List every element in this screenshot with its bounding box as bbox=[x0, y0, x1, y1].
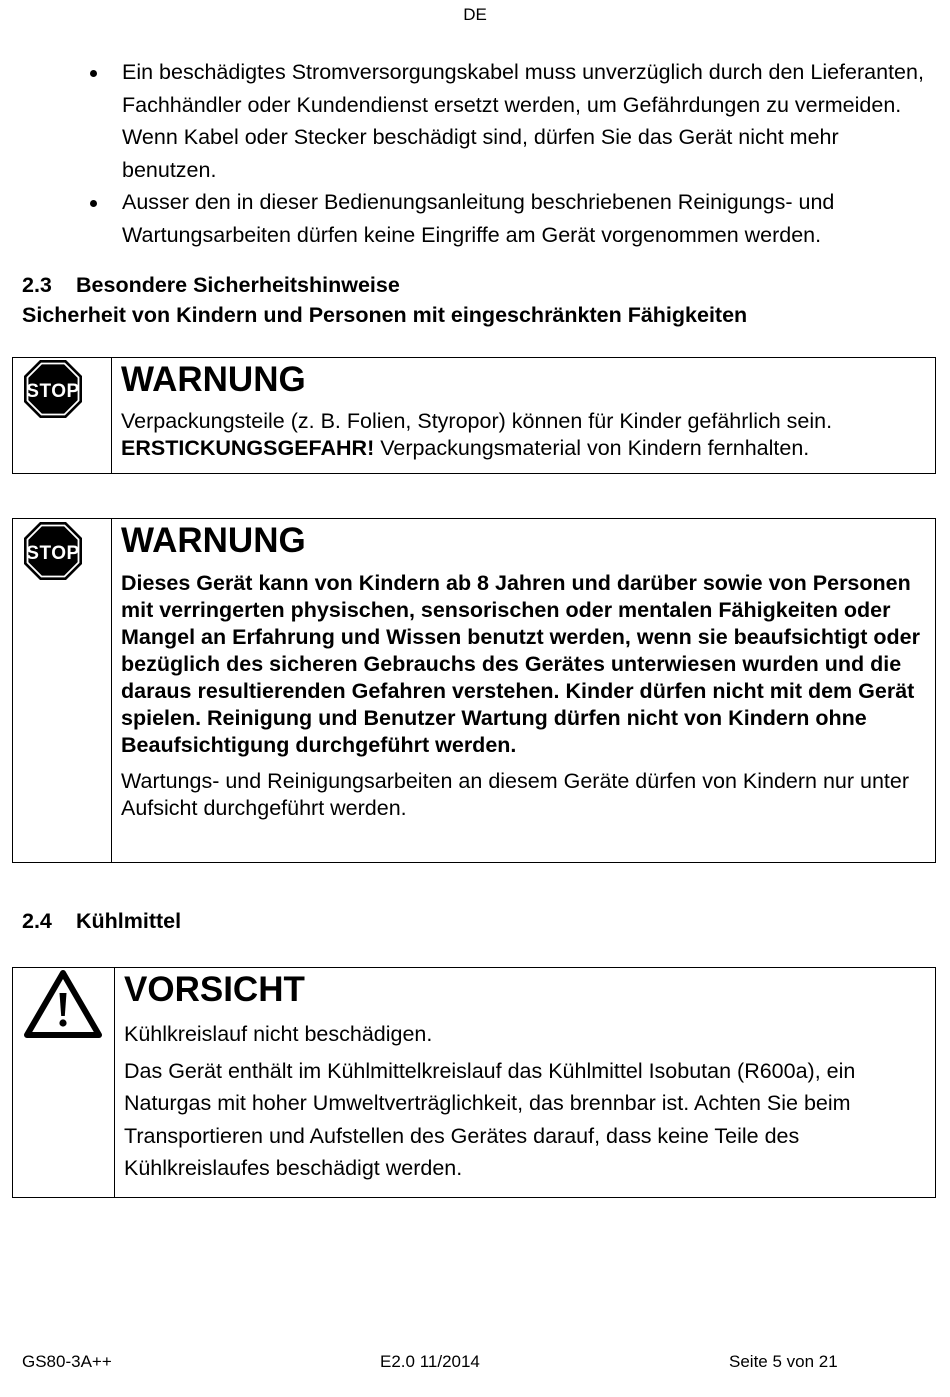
caution-paragraph: Das Gerät enthält im Kühlmittelkreislauf das Kühlmittel Isobutan (R600a), ein Naturgas mit hoher Umweltverträglichkeit, das brennbar ist. Achten Sie beim Transportieren und Aufstellen des Gerätes darauf, dass keine Teile des Kühlkreislaufes beschädigt werden. bbox=[124, 1058, 856, 1180]
list-item bbox=[90, 56, 930, 186]
bullet-text: Ein beschädigtes Stromversorgungskabel muss unverzüglich durch den Lieferanten, Fachhändler oder Kundendienst ersetzt werden, um Gefährdungen zu vermeiden. Wenn Kabel oder Stecker beschädigt sind, dürfen Sie das Gerät nicht mehr benutzen. bbox=[122, 60, 924, 182]
footer-version: E2.0 11/2014 bbox=[380, 1352, 480, 1371]
warning-text-2 bbox=[121, 435, 927, 462]
warning-box-packaging bbox=[12, 357, 936, 474]
page-language: DE bbox=[463, 5, 487, 24]
bullet-dot-icon bbox=[90, 200, 97, 207]
section-heading-2-3 bbox=[22, 273, 400, 298]
caution-box-refrigerant bbox=[12, 967, 936, 1198]
list-item bbox=[90, 186, 930, 251]
section-subtitle: Sicherheit von Kindern und Personen mit eingeschränkten Fähigkeiten bbox=[22, 303, 748, 327]
section-number: 2.4 bbox=[22, 909, 52, 933]
warning-box-children bbox=[12, 518, 936, 863]
caution-text: Kühlkreislauf nicht beschädigen. bbox=[124, 1022, 433, 1046]
bullet-text: Ausser den in dieser Bedienungsanleitung beschriebenen Reinigungs- und Wartungsarbeiten dürfen keine Eingriffe am Gerät vorgenommen werden. bbox=[122, 190, 835, 247]
stop-sign-icon bbox=[22, 358, 84, 425]
bullet-dot-icon bbox=[90, 70, 97, 77]
hazard-text: Verpackungsmaterial von Kindern fernhalten. bbox=[374, 436, 810, 460]
stop-sign-icon bbox=[22, 520, 84, 587]
warning-title: WARNUNG bbox=[121, 521, 306, 560]
footer-model: GS80-3A++ bbox=[22, 1352, 112, 1371]
hazard-label: ERSTICKUNGSGEFAHR! bbox=[121, 436, 375, 460]
caution-title: VORSICHT bbox=[124, 970, 305, 1009]
stop-sign-label: STOP bbox=[26, 381, 80, 402]
footer-page-number: Seite 5 von 21 bbox=[729, 1352, 838, 1371]
warning-triangle-icon bbox=[23, 969, 103, 1044]
warning-text: Wartungs- und Reinigungsarbeiten an diesem Geräte dürfen von Kindern nur unter Aufsicht durchgeführt werden. bbox=[121, 769, 910, 820]
bullet-list bbox=[90, 56, 930, 251]
warning-bold-text: Dieses Gerät kann von Kindern ab 8 Jahren und darüber sowie von Personen mit verringerten physischen, sensorischen oder mentalen Fähigkeiten oder Mangel an Erfahrung und Wissen benutzt werden, wenn sie beaufsichtigt oder bezüglich des sicheren Gebrauchs des Gerätes unterwiesen wurden und die daraus resultierenden Gefahren verstehen. Kinder dürfen nicht mit dem Gerät spielen. Reinigung und Benutzer Wartung dürfen nicht von Kindern ohne Beaufsichtigung durchgeführt werden. bbox=[121, 571, 920, 757]
section-title: Kühlmittel bbox=[76, 909, 182, 933]
stop-sign-label: STOP bbox=[26, 543, 80, 564]
section-number: 2.3 bbox=[22, 273, 52, 297]
warning-title: WARNUNG bbox=[121, 360, 306, 399]
warning-text: Verpackungsteile (z. B. Folien, Styropor) können für Kinder gefährlich sein. bbox=[121, 409, 833, 433]
section-title: Besondere Sicherheitshinweise bbox=[76, 273, 400, 297]
section-heading-2-4 bbox=[22, 909, 181, 934]
